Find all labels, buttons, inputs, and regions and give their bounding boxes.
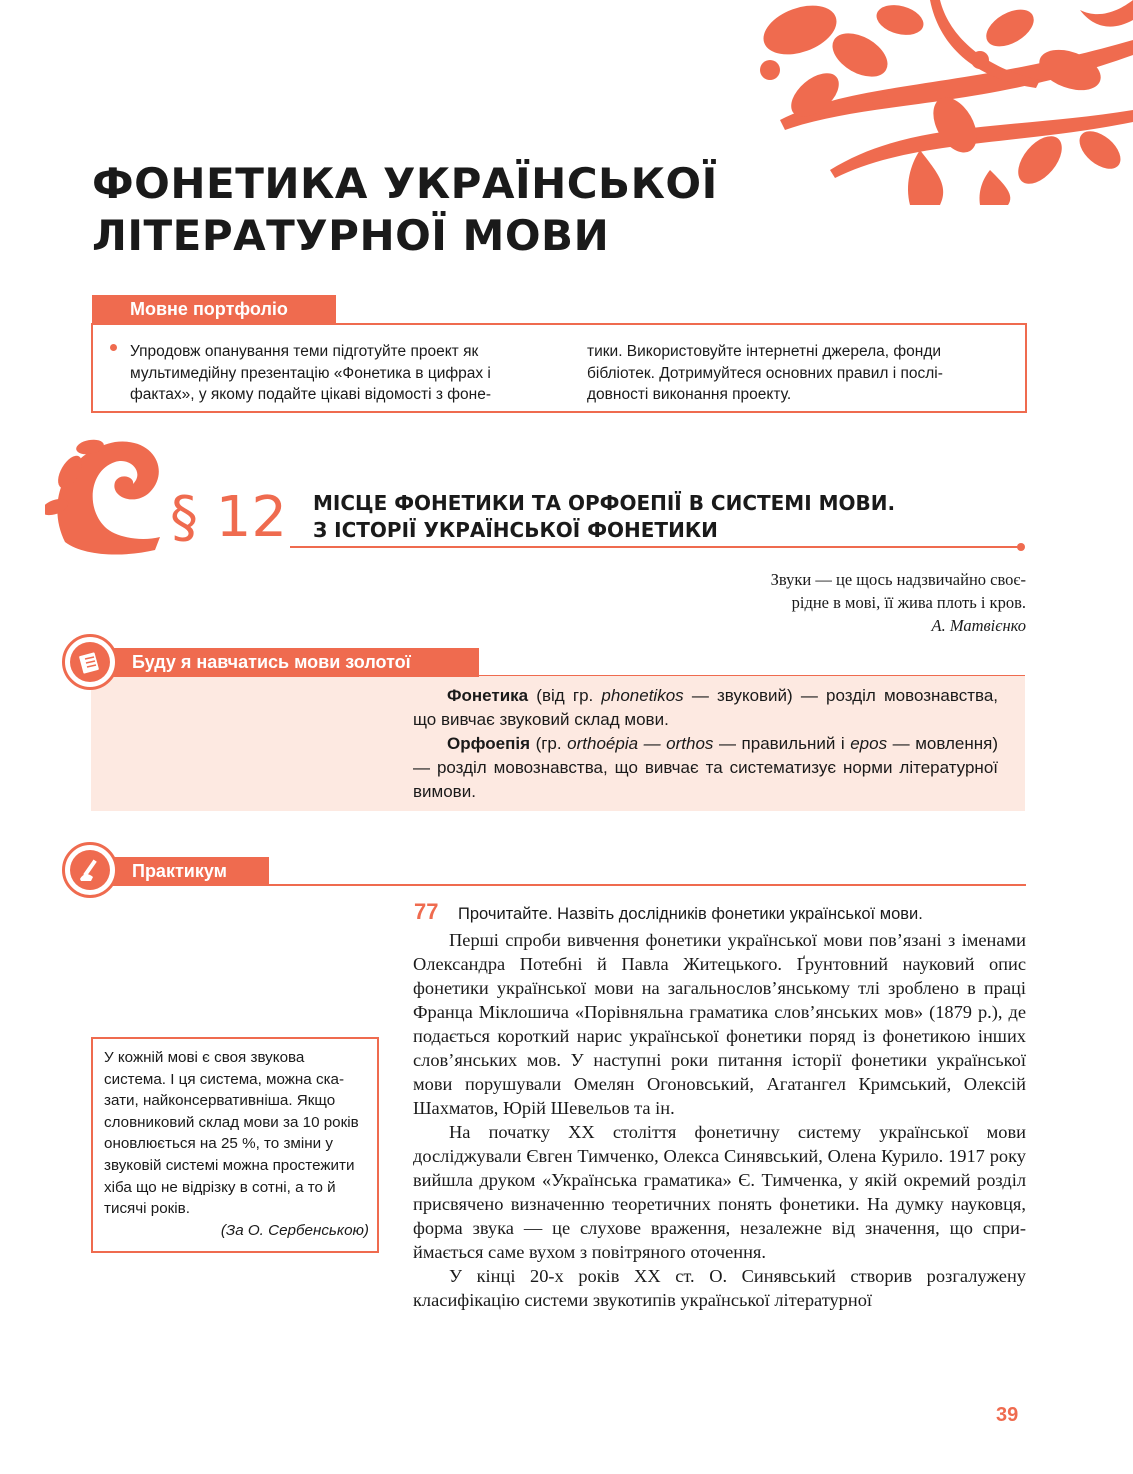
learn-definitions (413, 684, 998, 804)
bullet-icon (110, 344, 117, 351)
learn-label: Буду я навчатись мови золотої (92, 648, 479, 677)
paragraph-divider (290, 546, 1022, 548)
def2-rest: — мовлення) — розділ мовознавства, що вивчає та систематизує норми літературної вимови. (413, 734, 998, 801)
exercise-task: Прочитайте. Назвіть дослідників фонетики української мови. (458, 905, 923, 923)
sidebar-note (104, 1047, 369, 1241)
chapter-title-line1: ФОНЕТИКА УКРАЇНСЬКОЇ (92, 159, 718, 208)
exercise-number: 77 (414, 899, 439, 924)
def2-pre: (гр. (530, 734, 568, 753)
paragraph-title-line1: МІСЦЕ ФОНЕТИКИ ТА ОРФОЕПІЇ В СИСТЕМІ МОВИ. (313, 491, 896, 515)
epigraph-line2: рідне в мові, її жива плоть і кров. (791, 593, 1026, 612)
def2-etymology1: orthoépia — orthos (567, 734, 714, 753)
sidebar-note-text: У кожній мові є своя звукова система. І ця система, можна сказати, найконсервативніша. Якщо словниковий склад мови за 10 років оновлюється на 25 %, то зміни у звуковій системі можна простежити хіба що не відрізку в сотні, а то й тисячі років. (104, 1049, 359, 1218)
def2-etymology2: epos (850, 734, 888, 753)
sidebar-note-source: (За О. Сербенською) (220, 1221, 369, 1239)
book-icon (62, 634, 118, 690)
chapter-title (92, 158, 792, 262)
def2-mid: — правильний і (713, 734, 851, 753)
portfolio-text-col2: тики. Використовуйте інтернетні джерела, фонди бібліотек. Дотримуйтеся основних правил і послідовності виконання проекту. (587, 343, 943, 403)
divider-dot (1017, 543, 1025, 551)
term-phonetics: Фонетика (447, 686, 529, 705)
term-orthoepy: Орфоепія (447, 734, 531, 753)
exercise-paragraph-3: У кінці 20-х років ХХ ст. О. Синявський створив розгалужену класифікацію системи звукотипів української літературної (413, 1266, 1026, 1310)
def1-rest: — звуковий) — розділ мовознавства, що вивчає звуковий склад мови. (413, 686, 999, 729)
paragraph-number: § 12 (170, 485, 288, 550)
portfolio-label: Мовне портфоліо (92, 295, 336, 324)
paragraph-title-line2: З ІСТОРІЇ УКРАЇНСЬКОЇ ФОНЕТИКИ (313, 518, 718, 542)
floral-ornament-icon (45, 432, 170, 557)
definition-phonetics (413, 684, 998, 732)
page-number: 39 (996, 1404, 1019, 1426)
definition-orthoepy (413, 732, 998, 804)
def1-pre: (від гр. (528, 686, 602, 705)
portfolio-text-col1: Упродовж опанування теми підготуйте проект як мультимедійну презентацію «Фонетика в цифрах і фактах», у якому подайте цікаві відомості з фоне- (130, 343, 492, 403)
exercise-paragraph-2: На початку ХХ століття фонетичну систему української мови досліджували Євген Тимченко, Олекса Синявський, Олена Курило. 1917 року вийшла друком «Українська граматика» Є. Тимченка, у якій окремий розділ присвячено визначенню теоретичних понять фонетики. На думку науковця, форма звука — це слухове враження, незалежне від значення, що сприймається саме вухом з повітряного оточення. (413, 1122, 1026, 1262)
epigraph-line1: Звуки — це щось надзвичайно своє- (770, 570, 1026, 589)
epigraph-author: А. Матвієнко (931, 616, 1026, 635)
epigraph (640, 568, 1026, 637)
pencil-hand-icon (62, 842, 118, 898)
practicum-label: Практикум (92, 857, 269, 886)
floral-ornament-icon (740, 0, 1133, 205)
exercise-paragraph-1: Перші спроби вивчення фонетики української мови пов’язані з іменами Олександра Потебні й Павла Житецького. Ґрунтовний науковий опис фонетики української мови на загальнослов’янському тлі зроблено в праці Франца Міклошича «Порівняльна граматика слов’янських мов» (1879 р.), де подається короткий нарис української фонетики поряд із фонетикою інших слов’янських мов. У наступні роки питання історії фонетики української мови порушували Омелян Огоновський, Агатангел Кримський, Олексій Шахматов, Юрій Шевельов та ін. (413, 930, 1026, 1118)
paragraph-title (313, 490, 1013, 544)
chapter-title-line2: ЛІТЕРАТУРНОЇ МОВИ (92, 211, 610, 260)
exercise-text (413, 928, 1026, 1312)
def1-etymology: phonetikos (601, 686, 684, 705)
